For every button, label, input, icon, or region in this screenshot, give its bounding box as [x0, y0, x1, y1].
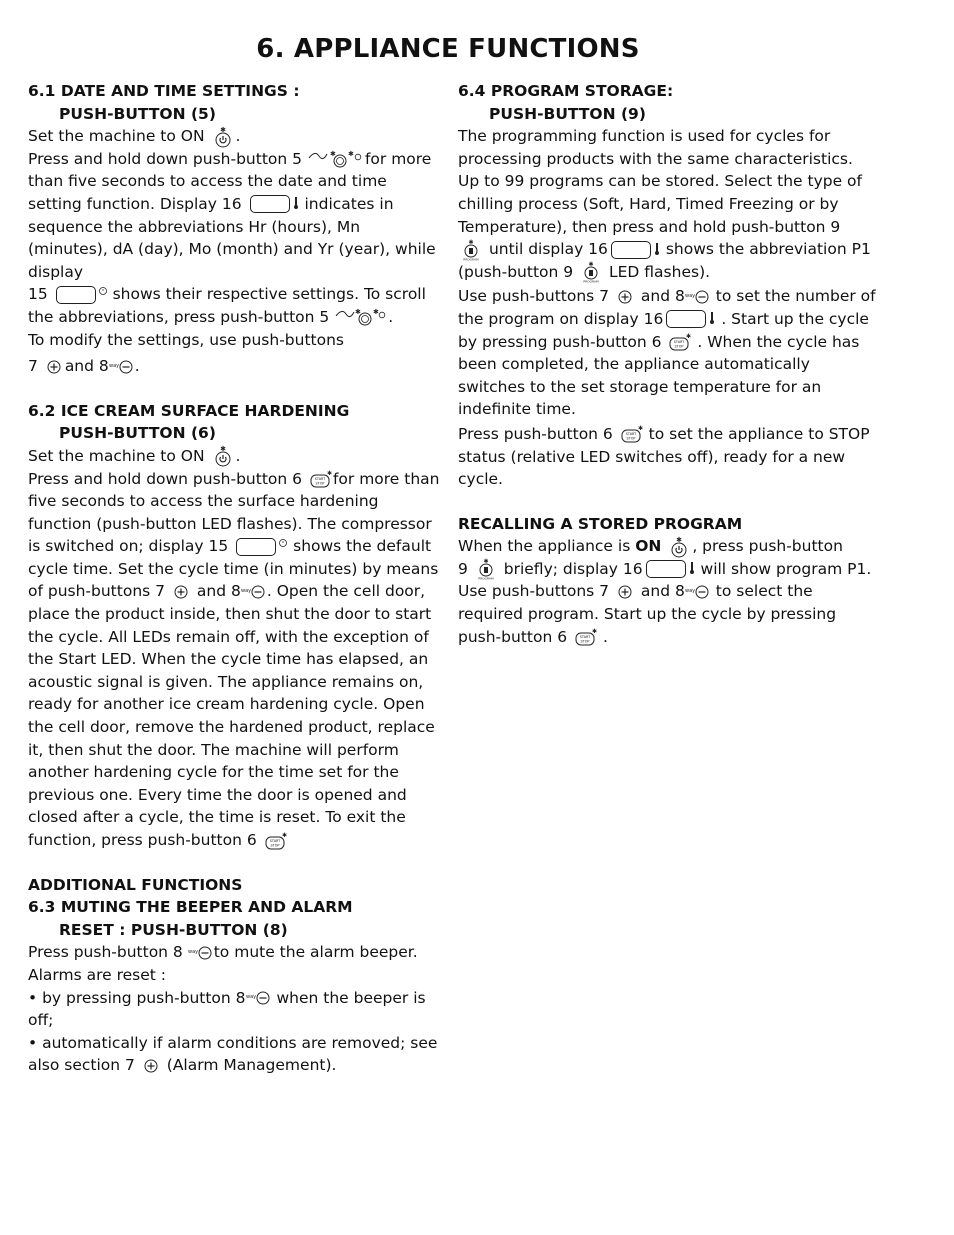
- svg-text:✱: ✱: [373, 308, 380, 317]
- power-icon: [210, 445, 236, 467]
- svg-text:START: START: [314, 477, 326, 481]
- s64-para-1: The programming function is used for cycles for processing products with the same characteristics. Up to 99 programs can be stored. Select the type of chilling process (Soft, Hard, Timed Freezing or by Temperature), then press and hold push-button 9 ✱ PROGRAM until display 16 shows the abbreviation P1 (push-button 9 ✱ PROGRAM LED flashes).: [458, 127, 871, 284]
- svg-text:✱: ✱: [468, 238, 474, 246]
- power-icon: [210, 126, 236, 148]
- svg-text:✱: ✱: [326, 470, 332, 477]
- display-16-icon: [646, 560, 686, 578]
- svg-text:START: START: [579, 635, 591, 640]
- plus-circle-icon: [43, 358, 65, 376]
- svg-text:way: way: [245, 994, 256, 1001]
- start-stop-icon: [262, 830, 288, 852]
- svg-text:PROGRAM: PROGRAM: [463, 257, 479, 261]
- start-stop-icon: [572, 626, 598, 648]
- clock-icon: [98, 286, 108, 304]
- recall-heading: RECALLING A STORED PROGRAM: [458, 514, 743, 533]
- minus-circle-icon: [685, 288, 711, 306]
- recall-para: When the appliance is ON ✱ , press push-button 9 ✱ PROGRAM briefly; display 16 will show program P1. Use push-buttons 7 and 8 way to select the required program. Start up the cycle by pressing push-button 6 START STOP ✱ .: [458, 535, 876, 648]
- svg-text:✱: ✱: [686, 333, 692, 341]
- s61-para-2: Press and hold down push-button 5 ✱ ✱ for more than five seconds to access the date and time setting function. Display 16 indicates in sequence the abbreviations Hr (hours), Mn (minutes), dA (day), Mo (month) and Yr (year), while display 15 shows their respective settings. To scroll the abbreviations, press push-button 5 ✱ ✱ .: [28, 148, 440, 329]
- svg-text:PROGRAM: PROGRAM: [478, 576, 494, 581]
- display-16-icon: [666, 310, 706, 328]
- left-column: [28, 80, 440, 1077]
- program-icon: [458, 239, 484, 261]
- additional-functions-heading: ADDITIONAL FUNCTIONS 6.3 MUTING THE BEEPER AND ALARM RESET : PUSH-BUTTON (8): [28, 875, 353, 939]
- svg-text:STOP: STOP: [580, 639, 590, 644]
- svg-text:✱: ✱: [483, 558, 489, 566]
- s61-para-4: 7 and 8 way .: [28, 357, 140, 376]
- svg-text:PROGRAM: PROGRAM: [583, 279, 599, 284]
- add-para-1: Press push-button 8 way to mute the alarm beeper.: [28, 943, 418, 962]
- power-icon: [666, 536, 692, 558]
- svg-text:STOP: STOP: [626, 436, 636, 441]
- svg-text:START: START: [625, 432, 636, 437]
- svg-text:START: START: [269, 838, 280, 843]
- svg-text:✱: ✱: [588, 261, 594, 269]
- svg-text:way: way: [684, 587, 695, 594]
- s64-para-2: Use push-buttons 7 and 8 way to set the number of the program on display 16 . Start up the cycle by pressing push-button 6 START STOP ✱ . When the cycle has been completed, the appliance automatically switches to the set storage temperature for an indefinite time.: [458, 287, 876, 419]
- s62-para-2: Press and hold down push-button 6 START STOP ✱ for more than five seconds to access the surface hardening function (push-button LED flashes). The compressor is switched on; display 15 shows the default cycle time. Set the cycle time (in minutes) by means of push-buttons 7 and 8 way . Open the cell door, place the product inside, then shut the door to start the cycle. All LEDs remain off, with the exception of the Start LED. When the cycle time has elapsed, an acoustic signal is given. The appliance remains on, ready for another ice cream hardening cycle. Open the cell door, remove the hardened product, replace it, then shut the door. The machine will perform another hardening cycle for the time set for the previous one. Every time the door is opened and closed after a cycle, the time is reset. To exit the function, press push-button 6 START STOP ✱: [28, 468, 440, 852]
- display-15-icon: [236, 538, 276, 556]
- thermometer-icon: [708, 310, 716, 328]
- s61-para-1: Set the machine to ON ✱ .: [28, 125, 440, 148]
- right-column: [458, 80, 876, 648]
- svg-text:✱: ✱: [219, 445, 226, 454]
- plus-circle-icon: [614, 583, 636, 601]
- add-para-4: • automatically if alarm conditions are removed; see also section 7 (Alarm Management).: [28, 1033, 438, 1075]
- svg-text:STOP: STOP: [674, 344, 684, 349]
- minus-circle-icon: [109, 358, 135, 376]
- svg-text:✱: ✱: [347, 150, 354, 159]
- svg-text:✱: ✱: [676, 535, 683, 544]
- plus-circle-icon: [170, 583, 192, 601]
- svg-text:✱: ✱: [592, 628, 598, 636]
- display-16-icon: [250, 195, 290, 213]
- svg-text:way: way: [684, 292, 695, 299]
- program-icon: [473, 558, 499, 580]
- plus-circle-icon: [614, 288, 636, 306]
- thermometer-icon: [292, 195, 300, 213]
- svg-text:STOP: STOP: [315, 481, 325, 486]
- start-stop-icon: [666, 331, 692, 353]
- minus-circle-icon: [188, 944, 214, 962]
- start-stop-icon: [618, 423, 644, 445]
- svg-text:✱: ✱: [355, 308, 362, 317]
- display-15-icon: [56, 286, 96, 304]
- s64-para-3: Press push-button 6 START STOP ✱ to set the appliance to STOP status (relative LED switches off), ready for a new cycle.: [458, 424, 870, 489]
- clock-wave-icon: [307, 148, 365, 170]
- thermometer-icon: [653, 241, 661, 259]
- svg-text:way: way: [108, 362, 119, 369]
- display-16-icon: [611, 241, 651, 259]
- svg-text:STOP: STOP: [270, 843, 280, 847]
- clock-icon: [278, 538, 288, 556]
- section-6-1-heading: 6.1 DATE AND TIME SETTINGS : PUSH-BUTTON (5): [28, 82, 300, 123]
- add-para-2: Alarms are reset :: [28, 965, 167, 984]
- add-para-3: • by pressing push-button 8 way when the beeper is off;: [28, 988, 426, 1030]
- s61-para-3: To modify the settings, use push-buttons: [28, 330, 345, 349]
- program-icon: [578, 261, 604, 283]
- svg-text:✱: ✱: [637, 425, 643, 433]
- section-6-4-heading: 6.4 PROGRAM STORAGE: PUSH-BUTTON (9): [458, 82, 674, 123]
- s62-para-1: Set the machine to ON ✱ .: [28, 445, 440, 468]
- svg-text:✱: ✱: [329, 150, 336, 159]
- svg-text:way: way: [240, 587, 251, 594]
- svg-text:way: way: [187, 948, 198, 955]
- minus-circle-icon: [241, 583, 267, 601]
- page-title: 6. APPLIANCE FUNCTIONS: [256, 34, 640, 64]
- svg-text:✱: ✱: [281, 831, 287, 839]
- start-stop-icon: [307, 468, 333, 490]
- minus-circle-icon: [246, 989, 272, 1007]
- svg-text:START: START: [674, 340, 685, 345]
- plus-circle-icon: [140, 1057, 162, 1075]
- svg-text:✱: ✱: [219, 125, 226, 134]
- minus-circle-icon: [685, 583, 711, 601]
- clock-wave-icon: [334, 306, 388, 328]
- thermometer-icon: [688, 560, 696, 578]
- section-6-2-heading: 6.2 ICE CREAM SURFACE HARDENING PUSH-BUTTON (6): [28, 401, 350, 443]
